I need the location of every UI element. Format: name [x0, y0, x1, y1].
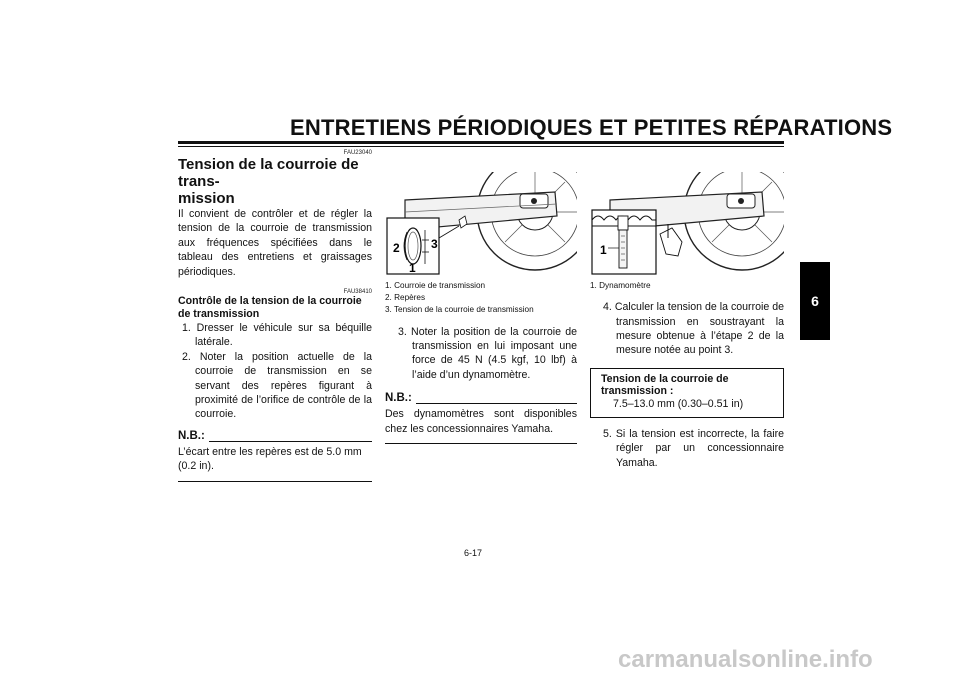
- section-title: Tension de la courroie de trans- mission: [178, 156, 359, 207]
- middle-column: [385, 280, 577, 444]
- note-header: N.B.:: [178, 430, 372, 442]
- watermark[interactable]: carmanualsonline.info: [618, 646, 873, 673]
- caption: 3. Tension de la courroie de transmission: [385, 305, 534, 315]
- right-column: [590, 280, 784, 470]
- header-rule: [178, 141, 784, 144]
- reference-code: FAU38410: [343, 289, 372, 296]
- note-text: Des dynamomètres sont disponibles chez les concessionnaires Yamaha.: [385, 404, 577, 444]
- step-item: 1. Dresser le véhicule sur sa béquille latérale.: [182, 322, 372, 349]
- step-item: 4. Calculer la tension de la courroie de transmission en soustrayant la mesure obtenue à l’étape 2 de la mesure notée au point 3.: [603, 301, 784, 357]
- caption: 1. Courroie de transmission: [385, 281, 486, 290]
- reference-code: FAU23040: [343, 150, 372, 156]
- note-header: N.B.:: [385, 392, 577, 404]
- figure-label-2: 2: [393, 241, 400, 255]
- step-item: 3. Noter la position de la courroie de transmission en lui imposant une force de 45 N (4.5 kgf, 10 lbf) à l’aide d’un dynamomètre.: [398, 325, 577, 381]
- dynamometer-figure: [590, 172, 784, 278]
- page-header-title: ENTRETIENS PÉRIODIQUES ET PETITES RÉPARATIONS: [290, 115, 893, 140]
- spec-value: 7.5–13.0 mm (0.30–0.51 in): [613, 397, 744, 410]
- page-number: 6-17: [464, 548, 483, 558]
- figure-label-1: 1: [409, 261, 416, 275]
- figure-label-3: 3: [431, 237, 438, 251]
- header-rule-thin: [178, 146, 784, 147]
- chapter-tab[interactable]: 6: [800, 262, 830, 340]
- spec-label: Tension de la courroie de transmission :: [601, 372, 729, 397]
- note-text: L’écart entre les repères est de 5.0 mm (0.2 in).: [178, 442, 372, 482]
- figure-label-1: 1: [600, 243, 607, 257]
- belt-check-figure: [385, 172, 577, 278]
- caption: 1. Dynamomètre: [590, 281, 651, 290]
- step-item: 5. Si la tension est incorrecte, la faire régler par un concessionnaire Yamaha.: [603, 427, 784, 469]
- intro-paragraph: Il convient de contrôler et de régler la tension de la courroie de transmission aux fréquences spécifiées dans le tableau des entretiens et graissages périodiques.: [178, 208, 372, 278]
- step-item: 2. Noter la position actuelle de la courroie de transmission en se servant des repères figurant à proximité de l’orifice de contrôle de la courroie.: [182, 350, 372, 421]
- caption: 2. Repères: [385, 293, 426, 303]
- spec-box: [590, 368, 784, 418]
- left-column: [178, 150, 372, 482]
- subsection-title: Contrôle de la tension de la courroie de transmission: [178, 295, 362, 321]
